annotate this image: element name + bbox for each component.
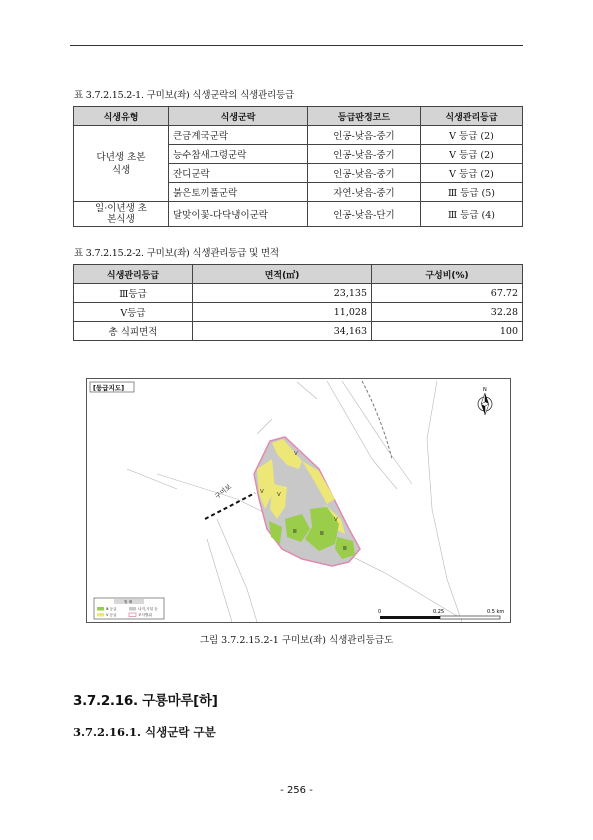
code-cell: 인공-낮음-중기	[308, 126, 421, 145]
column-header: 면적(㎡)	[193, 265, 372, 284]
table-row	[74, 202, 523, 227]
grade-map	[86, 378, 511, 623]
scale-label: 0.25	[433, 609, 445, 615]
zone-label: V	[294, 451, 298, 457]
zone-label: Ⅲ	[343, 546, 347, 552]
grade-cell: Ⅲ 등급 (5)	[421, 183, 523, 202]
grade-cell: V 등급 (2)	[421, 126, 523, 145]
section-heading: 3.7.2.16. 구룡마루[하]	[73, 693, 218, 709]
scale-label: 0	[378, 609, 382, 615]
vegetation-type-cell	[74, 126, 169, 202]
code-cell: 인공-낮음-단기	[308, 202, 421, 227]
zone-label: Ⅲ	[320, 531, 324, 537]
map-title: [등급지도]	[93, 384, 125, 392]
code-cell: 자연-낮음-중기	[308, 183, 421, 202]
zone-label: V	[334, 517, 338, 523]
grade-cell: 총 식피면적	[74, 322, 193, 341]
area-cell: 34,163	[193, 322, 372, 341]
grade-cell: Ⅲ등급	[74, 284, 193, 303]
table-row	[74, 322, 523, 341]
page-number: - 256 -	[280, 785, 313, 796]
legend-item: 조사범위	[138, 613, 152, 617]
vegetation-type-cell	[74, 202, 169, 227]
north-arrow-icon	[478, 393, 492, 415]
grade-cell: V 등급 (2)	[421, 164, 523, 183]
table-row	[74, 126, 523, 145]
legend-item: V 등급	[106, 613, 117, 617]
zone-label: V	[277, 492, 281, 498]
table1-caption: 표 3.7.2.15.2-1. 구미보(좌) 식생군락의 식생관리등급	[74, 90, 294, 101]
header-rule	[70, 45, 523, 46]
grade-area-table	[73, 264, 523, 341]
column-header: 식생관리등급	[421, 107, 523, 126]
grade-cell: V등급	[74, 303, 193, 322]
area-cell: 23,135	[193, 284, 372, 303]
zone-label: Ⅲ	[293, 529, 297, 535]
area-cell: 11,028	[193, 303, 372, 322]
community-cell: 붉은토끼풀군락	[169, 183, 308, 202]
vegetation-type-label: 다년생 초본식생	[96, 151, 146, 176]
column-header: 식생군락	[169, 107, 308, 126]
code-cell: 인공-낮음-중기	[308, 145, 421, 164]
legend-title: 범 례	[124, 600, 133, 604]
zone-label: V	[260, 489, 264, 495]
vegetation-type-label: 일·이년생 초본식생	[95, 203, 147, 225]
community-cell: 큰금계국군락	[169, 126, 308, 145]
table2-caption: 표 3.7.2.15.2-2. 구미보(좌) 식생관리등급 및 면적	[74, 248, 279, 259]
grade-cell: Ⅲ 등급 (4)	[421, 202, 523, 227]
grade-cell: V 등급 (2)	[421, 145, 523, 164]
column-header: 식생관리등급	[74, 265, 193, 284]
figure-caption: 그림 3.7.2.15.2-1 구미보(좌) 식생관리등급도	[199, 635, 394, 646]
scale-bar	[380, 616, 500, 619]
column-header: 구성비(%)	[372, 265, 523, 284]
table-row	[74, 303, 523, 322]
grade-map-drawing	[87, 379, 510, 622]
subsection-heading: 3.7.2.16.1. 식생군락 구분	[73, 725, 216, 739]
scale-label: 0.5 km	[487, 609, 505, 615]
community-cell: 달맞이꽃-다닥냉이군락	[169, 202, 308, 227]
ratio-cell: 100	[372, 322, 523, 341]
code-cell: 인공-낮음-중기	[308, 164, 421, 183]
legend-item: 나지,시설 등	[138, 607, 158, 611]
north-label: N	[483, 387, 487, 393]
table-header-row	[74, 265, 523, 284]
table-row	[74, 284, 523, 303]
weir-label: 구미보	[213, 482, 234, 501]
column-header: 식생유형	[74, 107, 169, 126]
community-cell: 능수참새그령군락	[169, 145, 308, 164]
vegetation-grade-table	[73, 106, 523, 227]
road-dashed-line	[362, 381, 392, 459]
column-header: 등급판정코드	[308, 107, 421, 126]
ratio-cell: 67.72	[372, 284, 523, 303]
legend-item: Ⅲ 등급	[106, 607, 117, 611]
community-cell: 잔디군락	[169, 164, 308, 183]
table-header-row	[74, 107, 523, 126]
ratio-cell: 32.28	[372, 303, 523, 322]
